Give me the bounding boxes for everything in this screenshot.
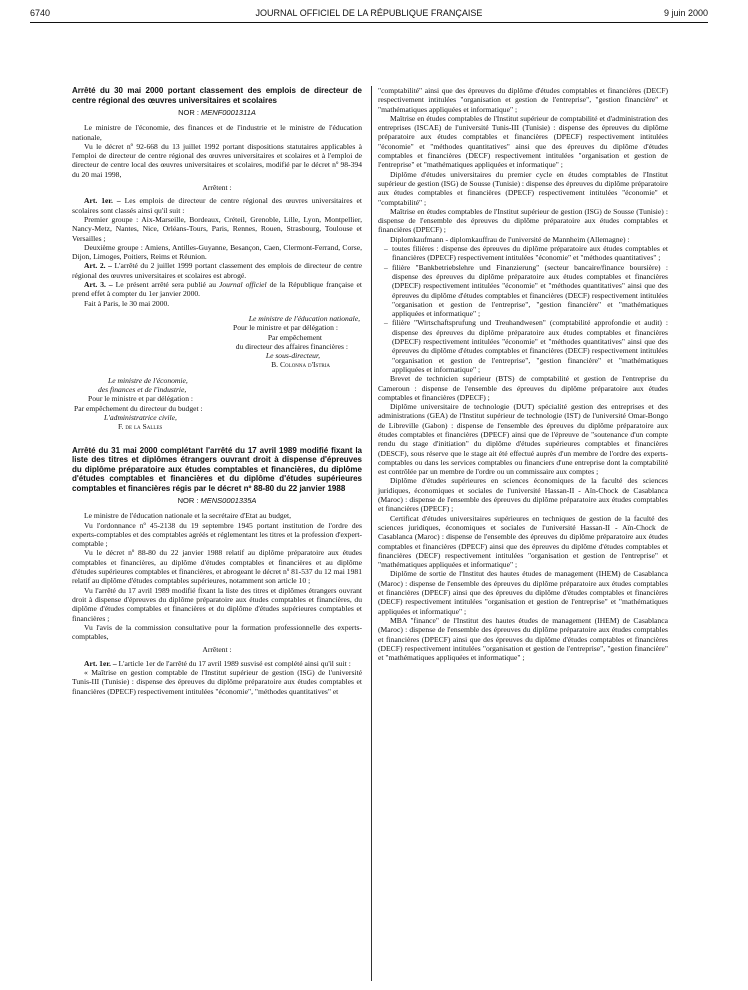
issue-date: 9 juin 2000 xyxy=(663,8,708,18)
sig-line: Par empêchement du directeur du budget : xyxy=(74,403,203,413)
decree2-article-1 xyxy=(72,659,362,668)
sig-line: Pour le ministre et par délégation : xyxy=(88,394,194,404)
decree1-preamble: Le ministre de l'économie, des finances et de l'industrie et le ministre de l'éducation nationale, xyxy=(72,123,362,142)
decree1-group-1: Premier groupe : Aix-Marseille, Bordeaux, Créteil, Grenoble, Lille, Lyon, Montpellier, Nancy-Metz, Nantes, Nice, Orléans-Tours, Paris, Rennes, Rouen, Strasbourg, Toulouse et Versailles ; xyxy=(72,214,362,243)
left-column xyxy=(72,86,362,696)
decree1-article-2 xyxy=(72,261,362,280)
article-text: de la République française et prend effet à compter du 1er janvier 2000. xyxy=(72,280,362,299)
entry-isg-sousse-maitrise: Maîtrise en études comptables de l'Institut supérieur de gestion (ISG) de Sousse (Tunisie) : dispense de l'ensemble des épreuves du diplôme préparatoire aux études comptables et financières (DPECF) ; xyxy=(378,206,668,235)
sig-name: B. Colonna d'Istria xyxy=(271,360,330,370)
decree2-visa-1: Vu l'ordonnance nº 45-2138 du 19 septembre 1945 portant institution de l'ordre des experts-comptables et des comptables agréés et réglementant les titres et la profession d'expert-comptable ; xyxy=(72,520,362,549)
decree2-visa-4: Vu l'avis de la commission consultative pour la formation professionnelle des experts-comptables, xyxy=(72,622,362,642)
list-item: – filière "Wirtschaftsprufung und Treuhandwesen" (comptabilité approfondie et audit) : dispense des épreuves du diplôme préparatoire aux études comptables et financières (DPECF) respectivement intitulées "économie" et "méthodes quantitatives" ainsi que des épreuves du diplôme d'études comptables et financières (DECF) respectivement intitulées "organisation et gestion de l'entreprise", "gestion financière" et "mathématiques appliquées et informatique" ; xyxy=(384,318,668,374)
entry-ceus-casablanca: Certificat d'études universitaires supérieures en techniques de gestion de la faculté des sciences juridiques, économiques et sociales de l'université Hassan-II - Aïn-Chock de Casablanca (Maroc) : dispense de l'ensemble des épreuves du diplôme préparatoire aux études comptables et financières (DPECF) ainsi que des épreuves du diplôme d'études comptables et financières (DECF) respectivement intitulées "organisation et gestion de l'entreprise" et "mathématiques appliquées et informatique" ; xyxy=(378,513,668,570)
page-header xyxy=(30,8,708,22)
decree1-nor xyxy=(72,108,362,117)
article-label: Art. 2. – xyxy=(84,261,112,271)
sig-line: Par empêchement xyxy=(267,332,322,342)
list-item: – filière "Bankbetriebslehre und Finanzierung" (secteur bancaire/finance boursière) : dispense des épreuves du diplôme préparatoire aux études comptables et financières (DPECF) respectivement intitulées "économie" et "méthodes quantitatives" ainsi que des épreuves du diplôme d'études comptables et financières (DECF) respectivement intitulées "organisation et gestion de l'entreprise", "gestion financière" et "mathématiques appliquées et informatique" ; xyxy=(384,262,668,319)
entry-bts-cameroun: Brevet de technicien supérieur (BTS) de comptabilité et gestion de l'entreprise du Cameroun : dispense de l'ensemble des épreuves du diplôme préparatoire aux études comptables et financières (DPECF) ; xyxy=(378,374,668,402)
sig-name: F. de la Salles xyxy=(118,422,163,432)
sig-line: Le sous-directeur, xyxy=(265,351,320,361)
right-column xyxy=(378,86,668,662)
decree2-arretent: Arrêtent : xyxy=(202,645,232,655)
mannheim-list xyxy=(378,244,668,374)
entry-dut-gabon: Diplôme universitaire de technologie (DUT) spécialité gestion des entreprises et des administrations (GEA) de l'Institut supérieur de technologie (IST) de l'université Omar-Bongo de Libreville (Gabon) : dispense de l'ensemble des épreuves du diplôme préparatoire aux études comptables et financières (DPECF) ainsi que de l'épreuve de "soutenance d'un compte rendu du stage d'initiation" du diplôme d'études supérieures comptables et financières (DESCF), sous réserve que le stage ait été effectué auprès d'un membre de l'ordre des experts-comptables ou dans les services comptables ou financiers d'une entreprise dont la comptabilité est contrôlée par un membre de l'ordre ou un commissaire aux comptes ; xyxy=(378,402,668,477)
column-divider xyxy=(371,86,372,981)
entry-des-casablanca: Diplôme d'études supérieures en sciences économiques de la faculté des sciences juridiques, économiques et sociales de l'université Hassan-II - Aïn-Chock de Casablanca (Maroc) : dispense de l'ensemble des épreuves du diplôme préparatoire aux études comptables et financières (DPECF) ; xyxy=(378,476,668,514)
page-number: 6740 xyxy=(30,8,51,18)
decree2-visa-3: Vu l'arrêté du 17 avril 1989 modifié fixant la liste des titres et diplômes étrangers ouvrant droit à dispense d'épreuves du diplôme préparatoire aux études comptables et financières, du diplôme d'études comptables et financières et du diplôme d'études supérieures comptables et financières ; xyxy=(72,585,362,623)
decree1-done-at: Fait à Paris, le 30 mai 2000. xyxy=(84,298,170,308)
decree1-arretent: Arrêtent : xyxy=(202,183,232,193)
sig-line: Le ministre de l'économie, xyxy=(108,375,188,385)
entry-mannheim: Diplomkaufmann - diplomkauffrau de l'université de Mannheim (Allemagne) : xyxy=(390,234,630,244)
sig-line: Le ministre de l'éducation nationale, xyxy=(248,313,360,323)
article-text: Les emplois de directeur de centre régional des œuvres universitaires et scolaires sont classés ainsi qu'il suit : xyxy=(72,196,362,215)
header-rule xyxy=(30,22,708,23)
sig-line: L'administratrice civile, xyxy=(104,412,177,422)
list-item-text: filière "Wirtschaftsprufung und Treuhandwesen" (comptabilité approfondie et audit) : dispense des épreuves du diplôme préparatoire aux études comptables et financières (DPECF) respectivement intitulées "économie" et "méthodes quantitatives" ainsi que des épreuves du diplôme d'études comptables et financières (DECF) respectivement intitulées "organisation et gestion de l'entreprise", "gestion financière" et "mathématiques appliquées et informatique" ; xyxy=(392,318,668,374)
decree1-group-2: Deuxième groupe : Amiens, Antilles-Guyanne, Besançon, Caen, Clermont-Ferrand, Corse, Dijon, Limoges, Poitiers, Reims et Réunion. xyxy=(72,242,362,262)
nor-code: MENF0001311A xyxy=(201,108,256,117)
article-text: L'arrêté du 2 juillet 1999 portant classement des emplois de directeur de centre régional des œuvres universitaires et scolaires est abrogé. xyxy=(72,261,362,280)
decree2-title: Arrêté du 31 mai 2000 complétant l'arrêté du 17 avril 1989 modifié fixant la liste des titres et diplômes étrangers ouvrant droit à dispense d'épreuves du diplôme préparatoire aux études comptables et financières, du diplôme d'études comptables et financières et du diplôme d'études supérieures comptables et financières régis par le décret nº 88-80 du 22 janvier 1988 xyxy=(72,445,362,493)
sig-line: Pour le ministre et par délégation : xyxy=(232,323,338,333)
list-item-text: toutes filières : dispense des épreuves du diplôme préparatoire aux études comptables et financières (DPECF) respectivement intitulées "économie" et "méthodes quantitatives" ; xyxy=(392,244,668,263)
decree2-visa-2: Vu le décret nº 88-80 du 22 janvier 1988 relatif au diplôme préparatoire aux études comptables et financières, au diplôme d'études comptables et financières et au diplôme d'études supérieures comptables et financières, et abrogeant le décret nº 81-537 du 12 mai 1981 relatif au diplôme d'études comptables supérieures, notamment son article 10 ; xyxy=(72,548,362,586)
entry-isg-sousse-deug: Diplôme d'études universitaires du premier cycle en études comptables de l'Institut supérieur de gestion (ISG) de Sousse (Tunisie) : dispense des épreuves du diplôme préparatoire aux études comptables et financières (DPECF) respectivement intitulées "économie" et "comptabilité" ; xyxy=(378,169,668,207)
decree2-entry-1: « Maîtrise en gestion comptable de l'Institut supérieur de gestion (ISG) de l'université Tunis-III (Tunisie) : dispense des épreuves du diplôme préparatoire aux études comptables et financières (DPECF) respectivement intitulées "économie", "méthodes quantitatives" et xyxy=(72,668,362,696)
article-text-italic: Journal officiel xyxy=(219,280,267,290)
signature-block-2 xyxy=(72,376,362,432)
journal-title: JOURNAL OFFICIEL DE LA RÉPUBLIQUE FRANÇAISE xyxy=(255,8,483,18)
decree1-article-1 xyxy=(72,196,362,215)
entry-iscae: Maîtrise en études comptables de l'Institut supérieur de comptabilité et d'administration des entreprises (ISCAE) de l'université Tunis-III (Tunisie) : dispense des épreuves du diplôme préparatoire aux études comptables et financières (DPECF) respectivement intitulées "économie" et "méthodes quantitatives" ainsi que des épreuves du diplôme d'études comptables et financières (DECF) respectivement intitulées "organisation et gestion de l'entreprise" et "mathématiques appliquées et informatique" ; xyxy=(378,113,668,170)
decree1-title: Arrêté du 30 mai 2000 portant classement des emplois de directeur de centre régional des œuvres universitaires et scolaires xyxy=(72,86,362,105)
sig-line: des finances et de l'industrie, xyxy=(98,385,187,395)
signature-block-1 xyxy=(72,314,362,370)
article-label: Art. 1er. – xyxy=(84,658,117,668)
entry-ihem-mba: MBA "finance" de l'Institut des hautes études de management (IHEM) de Casablanca (Maroc) : dispense de l'ensemble des épreuves du diplôme préparatoire aux études comptables et financières (DPECF) ainsi que des épreuves du diplôme d'études comptables et financières (DECF) respectivement intitulées "organisation et gestion de l'entreprise", "gestion financière" et "mathématiques appliquées et informatique" ; xyxy=(378,615,668,663)
entry-ihem-diplome: Diplôme de sortie de l'Institut des hautes études de management (IHEM) de Casablanca (Maroc) : dispense de l'ensemble des épreuves du diplôme préparatoire aux études comptables et financières (DPECF) ainsi que des épreuves du diplôme d'études comptables et financières (DECF) respectivement intitulées "organisation et gestion de l'entreprise" et "mathématiques appliquées et informatique" ; xyxy=(378,569,668,616)
decree1-visa: Vu le décret nº 92-668 du 13 juillet 1992 portant dispositions statutaires applicables à l'emploi de directeur de centre régional des œuvres universitaires et scolaires et à l'emploi de directeur de centre local des œuvres universitaires et scolaires, modifié par le décret nº 98-394 du 20 mai 1998, xyxy=(72,141,362,179)
article-label: Art. 1er. – xyxy=(84,196,121,206)
sig-line: du directeur des affaires financières : xyxy=(235,341,348,351)
nor-prefix: NOR : xyxy=(178,108,201,117)
nor-prefix: NOR : xyxy=(177,496,201,505)
decree1-article-3 xyxy=(72,280,362,299)
entry-continuation: "comptabilité" ainsi que des épreuves du diplôme d'études comptables et financières (DECF) respectivement intitulées "organisation et gestion de l'entreprise", "gestion financière" et "mathématiques appliquées et informatique" ; xyxy=(378,86,668,114)
decree2-nor xyxy=(72,496,362,505)
decree2-preamble: Le ministre de l'éducation nationale et la secrétaire d'Etat au budget, xyxy=(84,511,292,521)
article-text: Le présent arrêté sera publié au xyxy=(112,280,219,290)
article-label: Art. 3. – xyxy=(84,280,113,290)
list-item-text: filière "Bankbetriebslehre und Finanzierung" (secteur bancaire/finance boursière) : dispense des épreuves du diplôme préparatoire aux études comptables et financières (DPECF) respectivement intitulées "économie" et "méthodes quantitatives" ainsi que des épreuves du diplôme d'études comptables et financières (DECF) respectivement intitulées "organisation et gestion de l'entreprise", "gestion financière" et "mathématiques appliquées et informatique" ; xyxy=(392,262,668,319)
article-text: L'article 1er de l'arrêté du 17 avril 1989 susvisé est complété ainsi qu'il suit : xyxy=(116,658,351,668)
list-item: – toutes filières : dispense des épreuves du diplôme préparatoire aux études comptables et financières (DPECF) respectivement intitulées "économie" et "méthodes quantitatives" ; xyxy=(384,244,668,263)
nor-code: MENS0001335A xyxy=(200,496,257,505)
